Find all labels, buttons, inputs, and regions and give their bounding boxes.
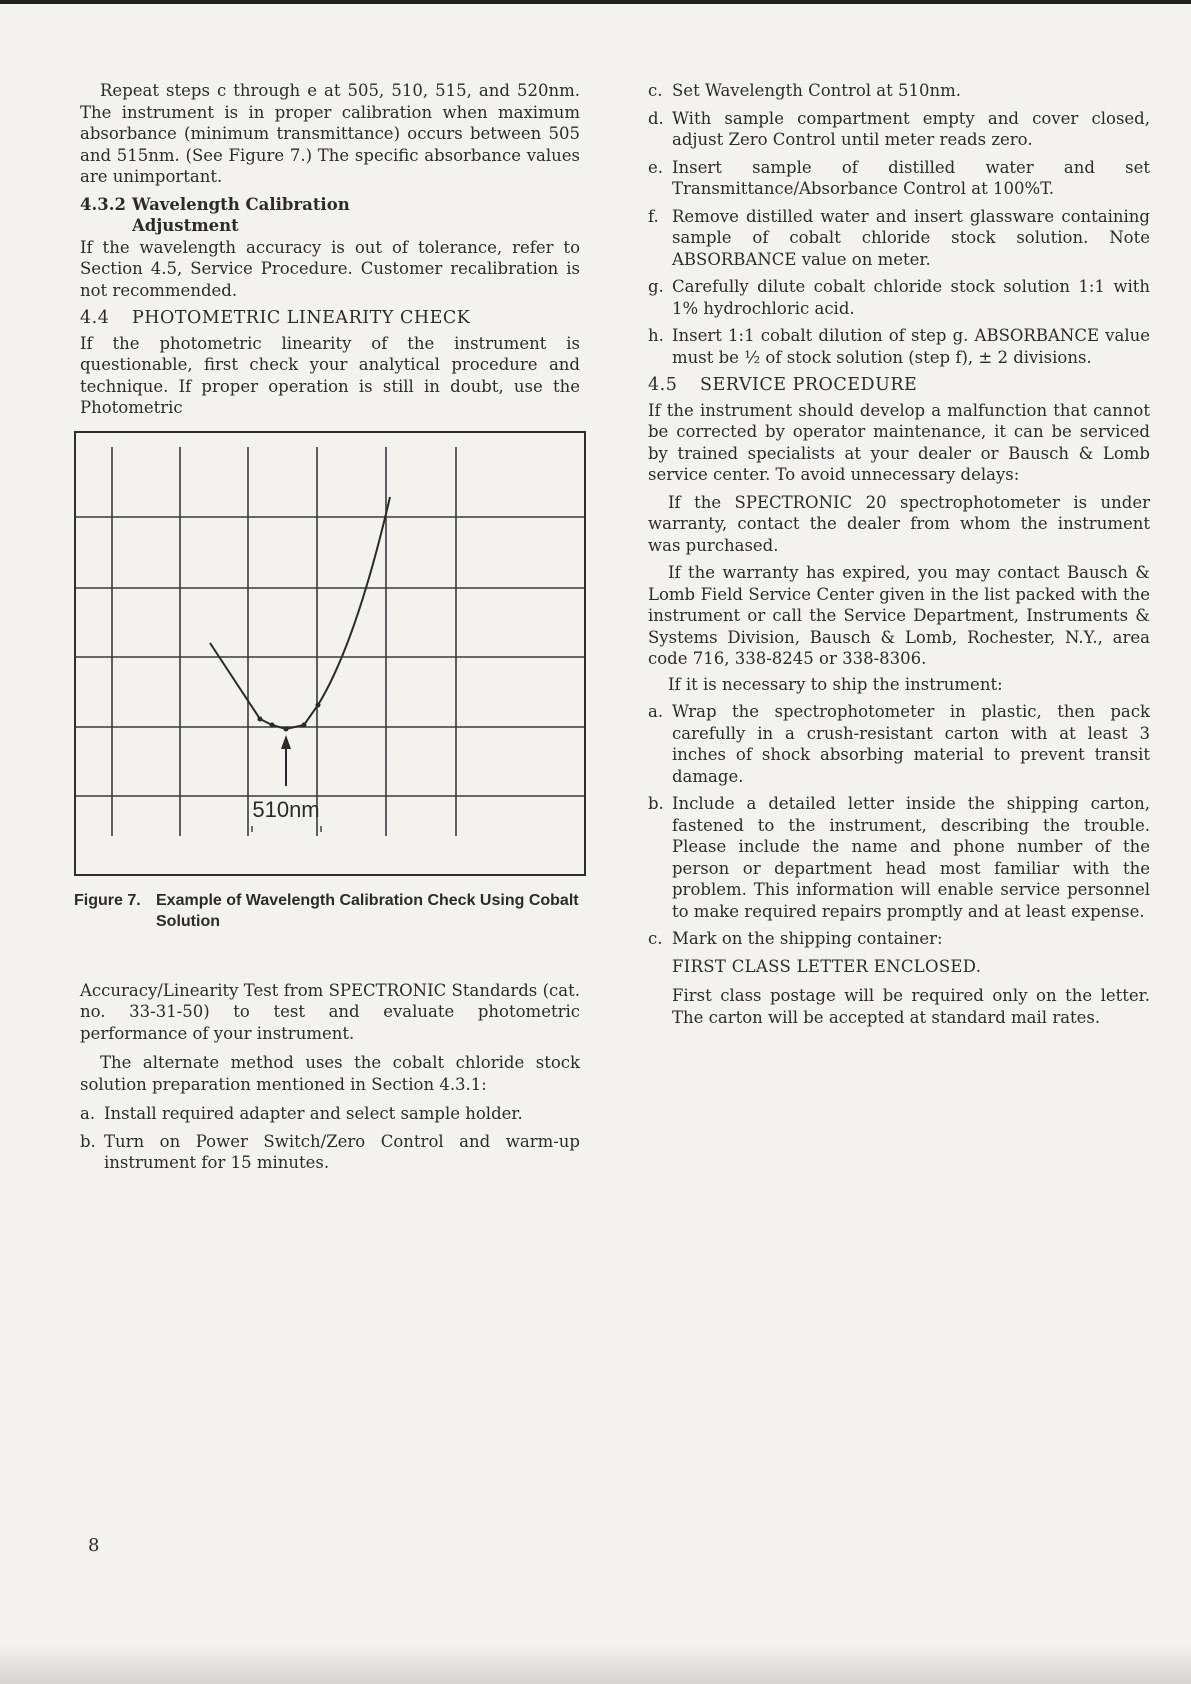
- postage-note: First class postage will be required only on the letter. The carton will be accepted at standard mail rates.: [672, 986, 1150, 1027]
- section-number: 4.3.2: [80, 194, 126, 214]
- list-item: e. Insert sample of distilled water and set Transmittance/Absorbance Control at 100%T.: [648, 157, 1150, 198]
- figure-7: [74, 431, 584, 932]
- container-marking: FIRST CLASS LETTER ENCLOSED.: [672, 956, 982, 976]
- arrow-pointer: [281, 735, 291, 786]
- list-item: a. Wrap the spectrophotometer in plastic, then pack carefully in a crush-resistant carton with at least 3 inches of shock absorbing material to prevent transit damage.: [648, 702, 1150, 786]
- figure-caption: [74, 890, 584, 932]
- left-step-list: [80, 1103, 580, 1174]
- continued-paragraph: Accuracy/Linearity Test from SPECTRONIC Standards (cat. no. 33-31-50) to test and evaluate photometric performance of your instrument.: [80, 980, 580, 1043]
- section-4-3-2-text: If the wavelength accuracy is out of tolerance, refer to Section 4.5, Service Procedure. Customer recalibration is not recommended.: [80, 237, 580, 300]
- list-item: c. Set Wavelength Control at 510nm.: [648, 81, 962, 100]
- section-4-3-2-heading: [80, 194, 580, 237]
- figure-frame: [74, 431, 586, 876]
- page-top-edge: [0, 0, 1191, 4]
- service-paragraph-2: If the SPECTRONIC 20 spectrophotometer is under warranty, contact the dealer from whom the instrument was purchased.: [648, 492, 1150, 555]
- list-item: f. Remove distilled water and insert glassware containing sample of cobalt chloride stock solution. Note ABSORBANCE value on meter.: [648, 206, 1150, 269]
- list-item: g. Carefully dilute cobalt chloride stock solution 1:1 with 1% hydrochloric acid.: [648, 277, 1150, 318]
- list-item: b. Turn on Power Switch/Zero Control and warm-up instrument for 15 minutes.: [80, 1131, 580, 1172]
- list-item: h. Insert 1:1 cobalt dilution of step g. ABSORBANCE value must be ½ of stock solution (step f), ± 2 divisions.: [648, 326, 1150, 367]
- page-number: 8: [88, 1535, 100, 1556]
- section-title: SERVICE PROCEDURE: [700, 375, 918, 395]
- section-4-4-heading: [80, 308, 580, 330]
- list-item: d. With sample compartment empty and cover closed, adjust Zero Control until meter reads zero.: [648, 108, 1150, 149]
- service-paragraph-1: If the instrument should develop a malfunction that cannot be corrected by operator maintenance, it can be serviced by trained specialists at your dealer or Bausch & Lomb service center. To avoid unnecessary delays:: [648, 400, 1150, 484]
- section-number: 4.5: [648, 375, 678, 395]
- section-4-4-text: If the photometric linearity of the instrument is questionable, first check your analytical procedure and technique. If proper operation is still in doubt, use the Photometric: [80, 333, 580, 417]
- shipping-step-list: [648, 701, 1150, 950]
- alternate-method-paragraph: The alternate method uses the cobalt chloride stock solution preparation mentioned in Section 4.3.1:: [80, 1053, 580, 1094]
- list-item: c. Mark on the shipping container:: [648, 929, 943, 948]
- figure-caption-text: Example of Wavelength Calibration Check Using Cobalt Solution: [156, 891, 579, 930]
- grid-lines: [76, 447, 584, 836]
- section-title: Wavelength Calibration: [132, 194, 350, 214]
- calibration-step-list: [648, 80, 1150, 368]
- service-paragraph-3: If the warranty has expired, you may contact Bausch & Lomb Field Service Center given in the list packed with the instrument or call the Service Department, Instruments & Systems Division, Bausch & Lomb, Rochester, N.Y., area code 716, 338-8245 or 338-8306.: [648, 563, 1150, 668]
- service-paragraph-4: If it is necessary to ship the instrument:: [668, 674, 1003, 694]
- calibration-curve-graph: [76, 433, 584, 874]
- absorbance-curve: [210, 497, 390, 729]
- section-title-line2: Adjustment: [132, 216, 239, 235]
- figure-number: Figure 7.: [74, 891, 141, 909]
- list-item: a. Install required adapter and select sample holder.: [80, 1104, 523, 1123]
- section-title: PHOTOMETRIC LINEARITY CHECK: [132, 308, 471, 328]
- list-item: b. Include a detailed letter inside the shipping carton, fastened to the instrument, describing the trouble. Please include the name and phone number of the person or department head most familiar with the problem. This information will enable service personnel to make required repairs promptly and at least expense.: [648, 794, 1150, 921]
- wavelength-label: 510nm: [252, 796, 320, 822]
- right-column: [648, 80, 1150, 1028]
- left-column: [74, 80, 580, 1180]
- scan-shadow: [0, 1644, 1191, 1684]
- section-number: 4.4: [80, 308, 110, 328]
- intro-paragraph: Repeat steps c through e at 505, 510, 515, and 520nm. The instrument is in proper calibration when maximum absorbance (minimum transmittance) occurs between 505 and 515nm. (See Figure 7.) The specific absorbance values are unimportant.: [80, 81, 580, 186]
- section-4-5-heading: [648, 375, 1150, 397]
